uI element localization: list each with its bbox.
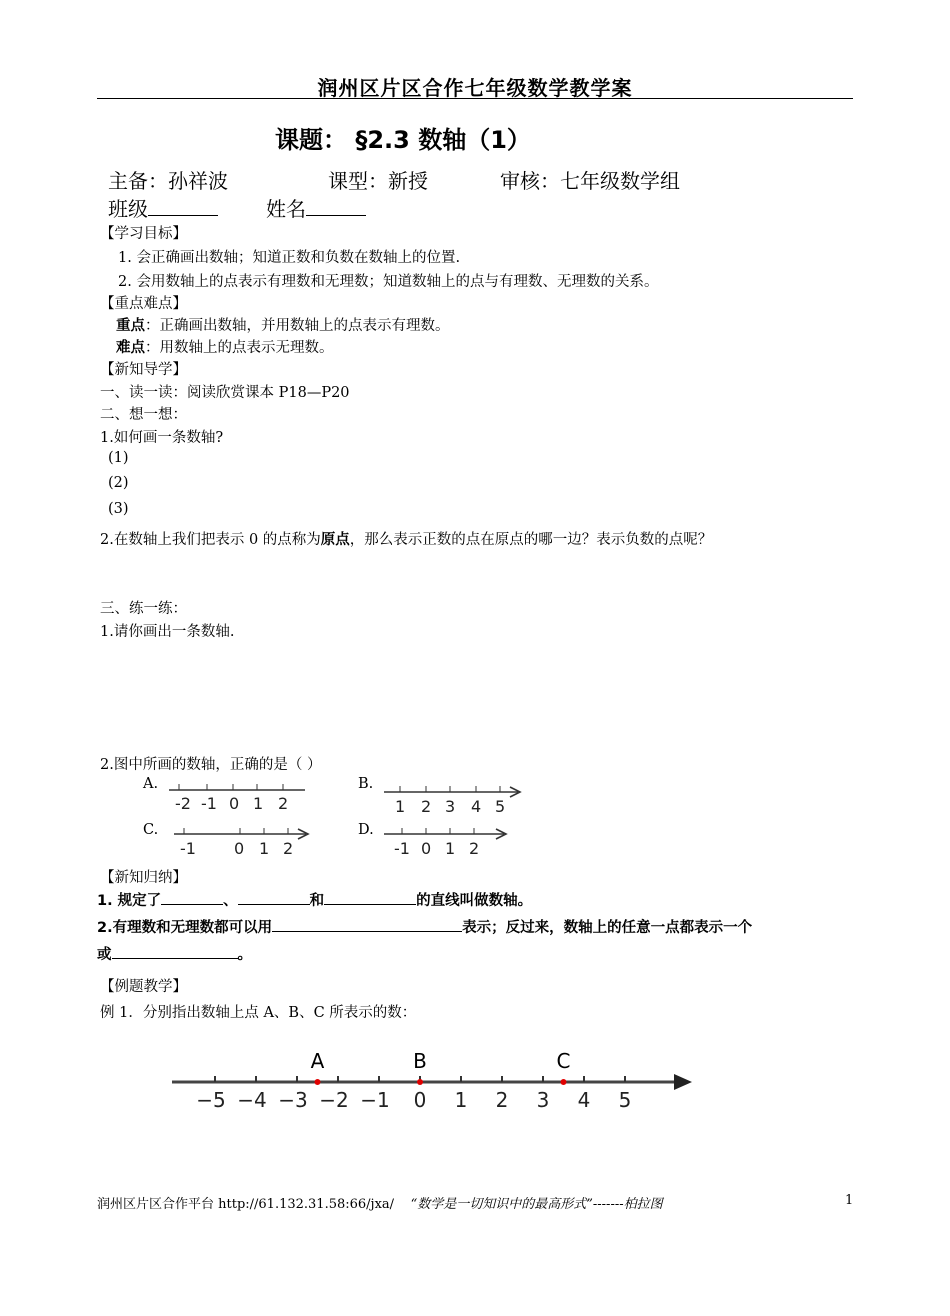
example-axis-tick-label: −5 bbox=[196, 1088, 226, 1112]
option-a-axis bbox=[165, 778, 315, 818]
objectives-heading: 【学习目标】 bbox=[100, 226, 187, 242]
option-a-tick-label: -2 bbox=[175, 794, 191, 813]
summary-l1-end: 的直线叫做数轴。 bbox=[416, 893, 533, 910]
guide-heading: 【新知导学】 bbox=[100, 362, 187, 378]
practice-question-1: 1.请你画出一条数轴. bbox=[100, 624, 235, 640]
key-point-line bbox=[116, 314, 450, 335]
summary-l1-sep1: 、 bbox=[223, 893, 238, 910]
example-axis-tick-label: −1 bbox=[360, 1088, 390, 1112]
option-d-tick-label: 2 bbox=[469, 839, 480, 858]
option-c-tick-label: 0 bbox=[234, 839, 245, 858]
page-number: 1 bbox=[845, 1193, 854, 1208]
class-blank bbox=[148, 194, 218, 216]
option-b-label: B. bbox=[358, 776, 374, 792]
guide-read: 一、读一读：阅读欣赏课本 P18—P20 bbox=[100, 385, 350, 401]
option-c-label: C. bbox=[143, 822, 159, 838]
option-a-tick-label: 2 bbox=[278, 794, 289, 813]
class-label: 班级 bbox=[108, 197, 148, 221]
difficult-point-line bbox=[116, 336, 334, 357]
example-question: 例 1．分别指出数轴上点 A、B、C 所表示的数： bbox=[100, 1005, 417, 1021]
key-point-label: 重点 bbox=[116, 317, 145, 334]
example-heading: 【例题教学】 bbox=[100, 979, 187, 995]
key-point-text: ：正确画出数轴，并用数轴上的点表示有理数。 bbox=[145, 318, 450, 334]
guide-question-2 bbox=[100, 528, 712, 549]
class-field bbox=[108, 193, 218, 222]
summary-line-3 bbox=[97, 943, 252, 964]
lesson-type-label: 课型：新授 bbox=[328, 169, 428, 193]
example-axis-tick-label: 1 bbox=[454, 1088, 468, 1112]
example-axis-tick-label: 5 bbox=[618, 1088, 632, 1112]
example-axis-tick-label: −3 bbox=[278, 1088, 308, 1112]
option-a-tick-label: -1 bbox=[201, 794, 217, 813]
document-header-title: 润州区片区合作七年级数学教学案 bbox=[317, 76, 633, 100]
summary-l1-start: 1. 规定了 bbox=[97, 893, 162, 910]
objective-item-1: 1. 会正确画出数轴；知道正数和负数在数轴上的位置. bbox=[118, 250, 461, 266]
guide-step-1: (1) bbox=[108, 450, 129, 466]
example-axis-arrow bbox=[674, 1074, 692, 1090]
example-number-line bbox=[160, 1040, 720, 1120]
option-d-label: D. bbox=[358, 822, 374, 838]
example-axis-tick-label: −2 bbox=[319, 1088, 349, 1112]
summary-heading: 【新知归纳】 bbox=[100, 870, 187, 886]
difficult-point-text: ：用数轴上的点表示无理数。 bbox=[145, 340, 334, 356]
option-a-tick-label: 0 bbox=[229, 794, 240, 813]
guide-step-3: (3) bbox=[108, 501, 129, 517]
option-d-tick-label: -1 bbox=[394, 839, 410, 858]
summary-line-2 bbox=[97, 916, 752, 937]
example-axis-tick-label: 3 bbox=[536, 1088, 550, 1112]
example-point-label: B bbox=[413, 1049, 427, 1073]
guide-q2-origin: 原点 bbox=[320, 531, 350, 548]
summary-blank-4 bbox=[272, 916, 462, 932]
key-points-heading: 【重点难点】 bbox=[100, 296, 187, 312]
guide-step-2: (2) bbox=[108, 475, 129, 491]
guide-q2-post: ，那么表示正数的点在原点的哪一边？表示负数的点呢？ bbox=[349, 532, 713, 548]
summary-line-1 bbox=[97, 889, 532, 910]
example-point-label: A bbox=[310, 1049, 325, 1073]
practice-question-2: 2.图中所画的数轴，正确的是（ ） bbox=[100, 757, 322, 773]
option-d-tick-label: 1 bbox=[445, 839, 456, 858]
difficult-point-label: 难点 bbox=[116, 339, 145, 356]
option-b-axis bbox=[380, 778, 530, 818]
summary-l2-end: 表示；反过来，数轴上的任意一点都表示一个 bbox=[462, 920, 753, 937]
example-axis-tick-label: 4 bbox=[577, 1088, 591, 1112]
preparer-label: 主备：孙祥波 bbox=[108, 169, 228, 193]
summary-blank-1 bbox=[161, 889, 223, 905]
option-b-tick-label: 4 bbox=[471, 797, 482, 816]
summary-blank-5 bbox=[112, 943, 238, 959]
option-c-tick-label: 1 bbox=[259, 839, 270, 858]
option-c-axis bbox=[170, 822, 320, 862]
example-point-label: C bbox=[556, 1049, 571, 1073]
objective-item-2: 2. 会用数轴上的点表示有理数和无理数；知道数轴上的点与有理数、无理数的关系。 bbox=[118, 274, 659, 290]
summary-l3-end: 。 bbox=[237, 947, 252, 964]
footer-quote: “数学是一切知识中的最高形式”-------柏拉图 bbox=[410, 1197, 663, 1212]
example-point-b bbox=[417, 1079, 423, 1085]
guide-question-1: 1.如何画一条数轴? bbox=[100, 430, 224, 446]
summary-l1-sep2: 和 bbox=[309, 893, 325, 910]
example-point-a bbox=[315, 1079, 321, 1085]
option-d-axis bbox=[380, 822, 530, 862]
example-point-c bbox=[561, 1079, 567, 1085]
name-blank bbox=[306, 194, 366, 216]
option-c-tick-label: -1 bbox=[180, 839, 196, 858]
footer-line bbox=[97, 1193, 663, 1212]
option-b-tick-label: 1 bbox=[395, 797, 406, 816]
option-d-tick-label: 0 bbox=[421, 839, 432, 858]
example-axis-tick-label: 2 bbox=[495, 1088, 509, 1112]
name-field bbox=[266, 193, 366, 222]
summary-l2-start: 2.有理数和无理数都可以用 bbox=[97, 920, 273, 937]
summary-blank-2 bbox=[238, 889, 310, 905]
option-b-tick-label: 3 bbox=[445, 797, 456, 816]
option-b-tick-label: 2 bbox=[421, 797, 432, 816]
reviewer-label: 审核：七年级数学组 bbox=[500, 169, 680, 193]
guide-think: 二、想一想： bbox=[100, 407, 187, 423]
example-axis-tick-label: 0 bbox=[413, 1088, 427, 1112]
header-divider bbox=[97, 98, 853, 99]
lesson-title: 课题： §2.3 数轴（1） bbox=[275, 126, 531, 154]
option-a-tick-label: 1 bbox=[253, 794, 264, 813]
name-label: 姓名 bbox=[266, 197, 306, 221]
example-axis-tick-label: −4 bbox=[237, 1088, 267, 1112]
summary-blank-3 bbox=[324, 889, 416, 905]
option-b-tick-label: 5 bbox=[495, 797, 506, 816]
footer-platform: 润州区片区合作平台 http://61.132.31.58:66/jxa/ bbox=[97, 1197, 395, 1212]
summary-l3-start: 或 bbox=[97, 947, 112, 964]
option-a-label: A. bbox=[143, 776, 159, 792]
guide-q2-pre: 2.在数轴上我们把表示 0 的点称为 bbox=[100, 532, 321, 548]
practice-heading: 三、练一练： bbox=[100, 601, 187, 617]
option-c-tick-label: 2 bbox=[283, 839, 294, 858]
